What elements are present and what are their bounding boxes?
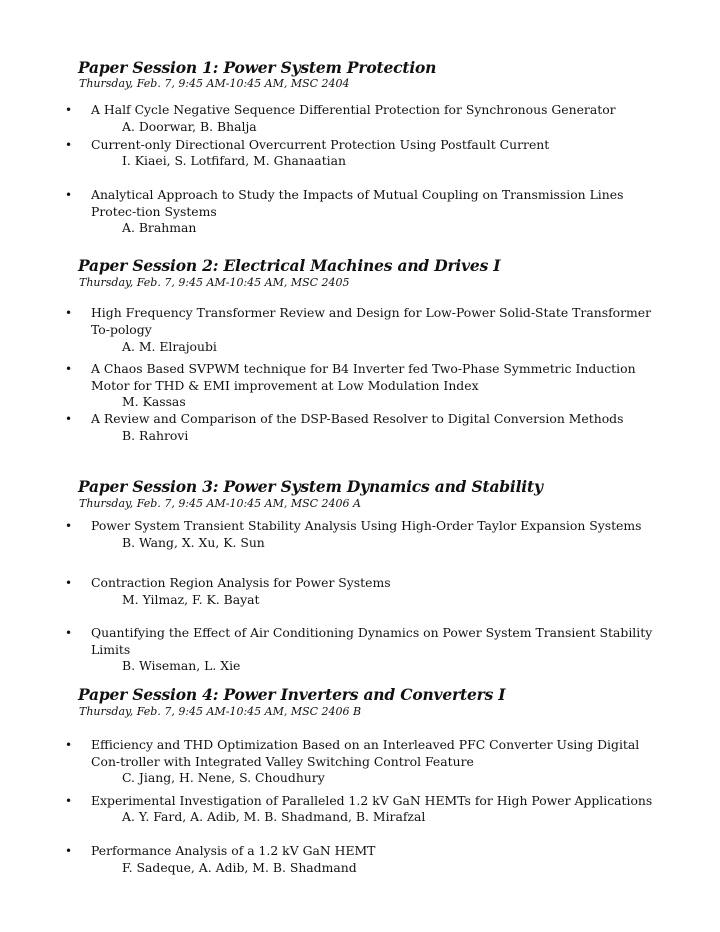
bullet-icon: • [65,576,73,590]
paper-authors: A. Doorwar, B. Bhalja [122,119,257,134]
session-subtitle: Thursday, Feb. 7, 9:45 AM-10:45 AM, MSC 2406 A [79,497,361,510]
paper-authors: A. M. Elrajoubi [122,339,217,354]
session-subtitle: Thursday, Feb. 7, 9:45 AM-10:45 AM, MSC 2406 B [79,705,362,718]
paper-authors: A. Y. Fard, A. Adib, M. B. Shadmand, B. Mirafzal [122,809,426,824]
paper-title: A Review and Comparison of the DSP-Based Resolver to Digital Conversion Methods [91,411,624,426]
bullet-icon: • [65,626,73,640]
bullet-icon: • [65,362,73,376]
session-title: Paper Session 2: Electrical Machines and Drives I [78,256,501,275]
paper-authors: B. Rahrovi [122,428,189,443]
bullet-icon: • [65,519,73,533]
bullet-icon: • [65,794,73,808]
paper-authors: A. Brahman [122,220,197,235]
paper-title: High Frequency Transformer Review and Design for Low-Power Solid-State Transformer To-pology [91,305,652,337]
paper-authors: C. Jiang, H. Nene, S. Choudhury [122,770,325,785]
paper-authors: M. Kassas [122,394,186,409]
paper-title: Performance Analysis of a 1.2 kV GaN HEMT [91,843,376,858]
session-subtitle: Thursday, Feb. 7, 9:45 AM-10:45 AM, MSC 2405 [79,276,350,289]
paper-authors: F. Sadeque, A. Adib, M. B. Shadmand [122,860,357,875]
paper-authors: M. Yilmaz, F. K. Bayat [122,592,260,607]
session-subtitle: Thursday, Feb. 7, 9:45 AM-10:45 AM, MSC 2404 [79,77,350,90]
paper-title: Current-only Directional Overcurrent Protection Using Postfault Current [91,137,550,152]
paper-title: Quantifying the Effect of Air Conditioning Dynamics on Power System Transient Stability Limits [91,625,653,657]
bullet-icon: • [65,738,73,752]
paper-authors: B. Wiseman, L. Xie [122,658,241,673]
bullet-icon: • [65,306,73,320]
paper-title: Efficiency and THD Optimization Based on an Interleaved PFC Converter Using Digital Con-troller with Integrated Valley Switching Control Feature [91,737,640,769]
session-title: Paper Session 3: Power System Dynamics and Stability [78,477,543,496]
bullet-icon: • [65,412,73,426]
paper-title: A Chaos Based SVPWM technique for B4 Inverter fed Two-Phase Symmetric Induction Motor for THD & EMI improvement at Low Modulation Index [91,361,636,393]
session-title: Paper Session 4: Power Inverters and Converters I [78,685,506,704]
paper-title: Contraction Region Analysis for Power Systems [91,575,391,590]
paper-title: Experimental Investigation of Paralleled 1.2 kV GaN HEMTs for High Power Applications [91,793,653,808]
bullet-icon: • [65,188,73,202]
paper-authors: I. Kiaei, S. Lotfifard, M. Ghanaatian [122,153,347,168]
bullet-icon: • [65,103,73,117]
bullet-icon: • [65,138,73,152]
session-title: Paper Session 1: Power System Protection [78,58,437,77]
paper-title: Power System Transient Stability Analysis Using High-Order Taylor Expansion Systems [91,518,642,533]
bullet-icon: • [65,844,73,858]
paper-authors: B. Wang, X. Xu, K. Sun [122,535,265,550]
paper-title: A Half Cycle Negative Sequence Differential Protection for Synchronous Generator [91,102,616,117]
paper-title: Analytical Approach to Study the Impacts of Mutual Coupling on Transmission Lines Protec-tion Systems [91,187,624,219]
